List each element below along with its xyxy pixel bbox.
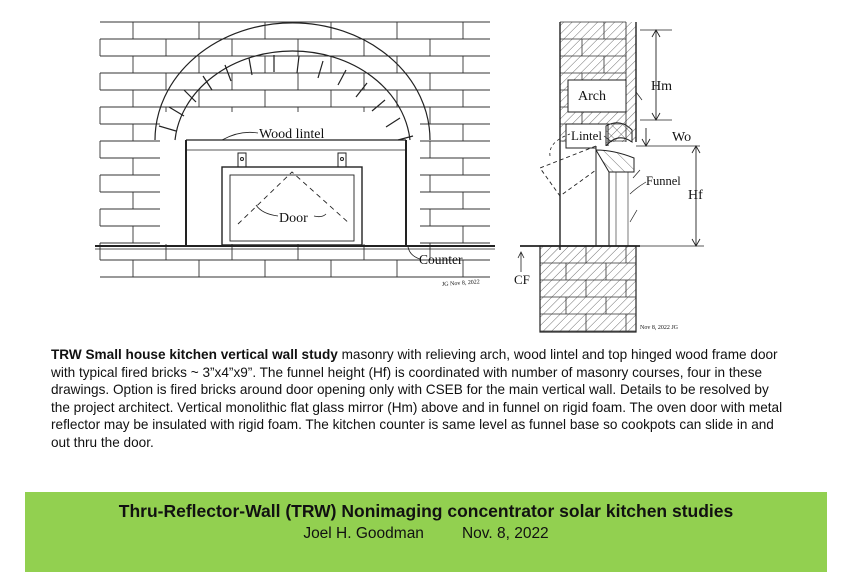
hf-label: Hf: [688, 188, 703, 203]
cf-label: CF: [514, 272, 530, 287]
caption-body: masonry with relieving arch, wood lintel and top hinged wood frame door with typical fired bricks ~ 3”x4”x9”. The funnel height (Hf) is coordinated with number of masonry courses, four in these drawings. Option is fired bricks around door opening only with CSEB for the main vertical wall. Details to be resolved by the project architect. Vertical monolithic flat glass mirror (Hm) above and in funnel on rigid foam. The oven door with metal reflector may be insulated with rigid foam. The kitchen counter is same level as funnel base so cookpots can slide in and out thru the door.: [51, 347, 783, 450]
footer-byline: [25, 525, 827, 543]
caption: [51, 346, 791, 452]
door-label: Door: [279, 211, 308, 226]
funnel-label: Funnel: [646, 174, 681, 188]
left-signature: JG Nov 8, 2022: [441, 279, 481, 288]
elevation-view: [95, 22, 495, 277]
footer-title: Thru-Reflector-Wall (TRW) Nonimaging concentrator solar kitchen studies: [118, 501, 734, 521]
wood-lintel-label: Wood lintel: [259, 127, 325, 142]
footer-date: Nov. 8, 2022: [461, 525, 549, 542]
counter-label: Counter: [419, 252, 463, 267]
arch-label: Arch: [578, 89, 606, 104]
lintel-label: Lintel: [571, 128, 603, 143]
footer-banner: [25, 492, 827, 572]
right-signature: Nov 8, 2022 JG: [640, 325, 679, 331]
hm-label: Hm: [651, 79, 672, 94]
wo-label: Wo: [672, 130, 692, 145]
caption-lead: TRW Small house kitchen vertical wall study: [51, 347, 338, 362]
footer-author: Joel H. Goodman: [303, 525, 424, 542]
